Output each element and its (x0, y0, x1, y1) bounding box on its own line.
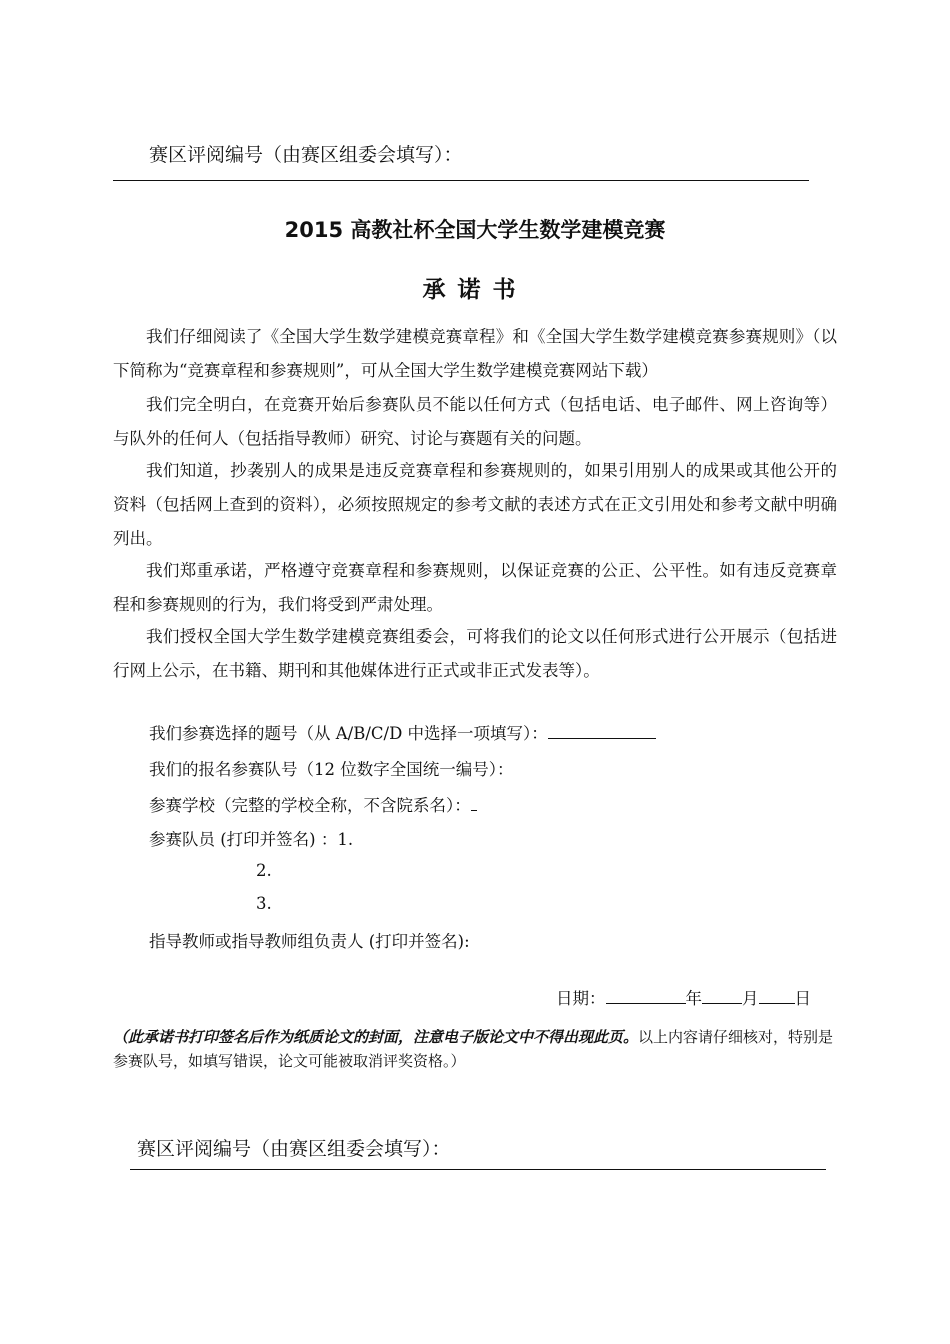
member-number-2: 2. (256, 861, 272, 880)
member-number-3: 3. (256, 894, 272, 913)
page-title: 2015 高教社杯全国大学生数学建模竞赛 (284, 218, 666, 242)
footnote-open-paren: （ (113, 1028, 129, 1046)
review-number-header-top: 赛区评阅编号（由赛区组委会填写）： (149, 144, 463, 166)
header-divider-bottom (130, 1169, 826, 1170)
members-row (149, 826, 353, 850)
members-label: 参赛队员 (打印并签名) ： (149, 830, 338, 849)
date-year-unit: 年 (685, 989, 702, 1008)
date-day-unit: 日 (794, 989, 811, 1008)
team-number-label: 我们的报名参赛队号（12 位数字全国统一编号）： (149, 760, 514, 779)
date-label: 日期： (556, 989, 606, 1008)
date-day-field[interactable] (759, 987, 795, 1004)
date-month-unit: 月 (742, 989, 759, 1008)
school-row (149, 792, 477, 816)
member-number-1: 1. (337, 830, 354, 849)
paragraph-no-contact: 我们完全明白，在竞赛开始后参赛队员不能以任何方式（包括电话、电子邮件、网上咨询等）与队外的任何人（包括指导教师）研究、讨论与赛题有关的问题。 (113, 395, 837, 448)
school-label: 参赛学校（完整的学校全称，不含院系名）： (149, 796, 471, 815)
page-subtitle: 承诺书 (422, 276, 528, 303)
date-month-field[interactable] (702, 987, 742, 1004)
school-field[interactable] (471, 794, 477, 811)
date-row (556, 985, 811, 1009)
paragraph-rules-read: 我们仔细阅读了《全国大学生数学建模竞赛章程》和《全国大学生数学建模竞赛参赛规则》（以下简称为“竞赛章程和参赛规则”，可从全国大学生数学建模竞赛网站下载） (113, 327, 837, 380)
footnote-bold: 此承诺书打印签名后作为纸质论文的封面，注意电子版论文中不得出现此页。 (128, 1028, 639, 1046)
paragraph-authorization: 我们授权全国大学生数学建模竞赛组委会，可将我们的论文以任何形式进行公开展示（包括进行网上公示，在书籍、期刊和其他媒体进行正式或非正式发表等）。 (113, 627, 837, 680)
date-year-field[interactable] (606, 987, 686, 1004)
paragraph-plagiarism: 我们知道，抄袭别人的成果是违反竞赛章程和参赛规则的，如果引用别人的成果或其他公开的资料（包括网上查到的资料），必须按照规定的参考文献的表述方式在正文引用处和参考文献中明确列出。 (113, 461, 837, 548)
review-number-header-bottom: 赛区评阅编号（由赛区组委会填写）： (137, 1138, 451, 1160)
problem-choice-label: 我们参赛选择的题号（从 A/B/C/D 中选择一项填写）： (149, 724, 548, 743)
paragraph-promise: 我们郑重承诺，严格遵守竞赛章程和参赛规则，以保证竞赛的公正、公平性。如有违反竞赛章程和参赛规则的行为，我们将受到严肃处理。 (113, 561, 837, 614)
advisor-label: 指导教师或指导教师组负责人 (打印并签名): (149, 932, 470, 951)
footnote (113, 1025, 841, 1073)
header-divider-top (113, 180, 809, 181)
footnote-rest: 以上内容请仔细核对，特别是参赛队号，如填写错误，论文可能被取消评奖资格。） (113, 1028, 834, 1070)
problem-choice-field[interactable] (548, 722, 656, 739)
problem-choice-row (149, 720, 656, 744)
